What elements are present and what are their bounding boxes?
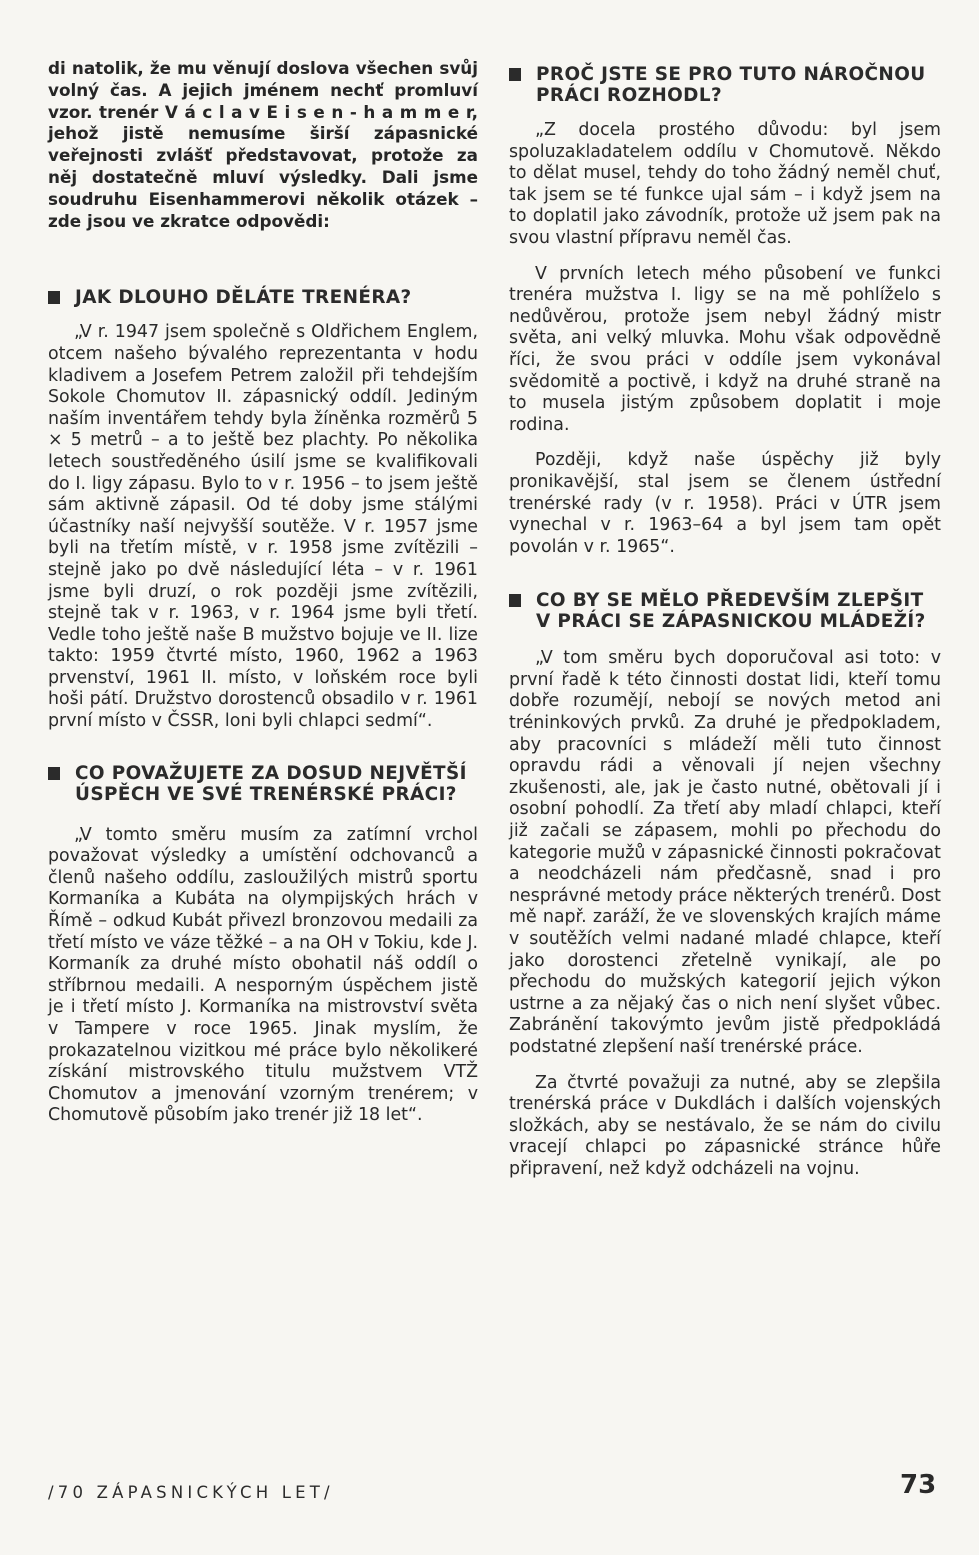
question-text: CO POVAŽUJETE ZA DOSUD NEJVĚTŠÍ ÚSPĚCH VE SVÉ TRENÉRSKÉ PRÁCI?: [75, 762, 467, 805]
answer-paragraph-4a: „V tom směru bych doporučoval asi toto: v první řadě k této činnosti dostat lidi, kteří tomu dobře rozumějí, nebojí se nových metod ani tréninkových prvků. Za druhé je předpokladem, aby pracovníci s mládeží měli tuto činnost opravdu rádi a věnovali jí nejen všechny zkušenosti, ale, jak je často nutné, obětovali jí i osobní pohodlí. Za třetí aby mladí chlapci, kteří již začali se zápasem, mohli po přechodu do kategorie mužů v zápasnické činnosti pokračovat a neodcházeli nám předčasně, snad i pro nesprávné metody práce některých trenérů. Dost mě např. zaráží, že ve slovenských krajích máme v soutěžích velmi nadané mladé chlapce, kteří jako dorostenci zřetelně vynikají, ale po přechodu do mužských kategorií jejich výkon ustrne a za nějaký čas o nich není slyšet vůbec. Zabránění takovýmto jevům jistě předpokládá podstatné zlepšení naší trenérské práce.: [509, 648, 941, 1057]
answer-paragraph-3c: Později, když naše úspěchy již byly pronikavější, stal jsem se členem ústřední trenérské rady (v r. 1958). Práci v ÚTR jsem vynechal v r. 1963–64 a byl jsem tam opět povolán v r. 1965“.: [509, 450, 941, 557]
square-bullet-icon: [48, 767, 60, 780]
right-column: [509, 58, 941, 1181]
question-heading-3: [509, 64, 941, 106]
answer-paragraph-2: „V tomto směru musím za zatímní vrchol považovat výsledky a umístění odchovanců a členů našeho oddílu, zasloužilých mistrů sportu Kormaníka a Kubáta na olympijských hrách v Římě – odkud Kubát přivezl bronzovou medaili za třetí místo ve váze těžké – a na OH v Tokiu, kde J. Kormaník za druhé místo obohatil náš oddíl o stříbrnou medaili. A nesporným úspěchem jistě je i třetí místo J. Kormaníka na mistrovství světa v Tampere v roce 1965. Jinak myslím, že prokazatelnou vizitkou mé práce bylo několikeré získání mistrovského titulu mužstvem VTŽ Chomutov a jmenování vzorným trenérem; v Chomutově působím jako trenér již 18 let“.: [48, 824, 478, 1126]
square-bullet-icon: [509, 594, 521, 607]
answer-paragraph-3b: V prvních letech mého působení ve funkci trenéra mužstva I. ligy se na mě pohlíželo s nedůvěrou, protože jsem nebyl žádný mistr světa, ani velký mluvka. Mohu však odpovědně říci, že svou práci v oddíle jsem vykonával svědomitě a poctivě, i když na druhé straně na to musela jistým způsobem doplatit i moje rodina.: [509, 263, 941, 435]
square-bullet-icon: [509, 68, 521, 81]
question-text: CO BY SE MĚLO PŘEDEVŠÍM ZLEPŠIT V PRÁCI SE ZÁPASNICKOU MLÁDEŽÍ?: [536, 590, 926, 633]
square-bullet-icon: [48, 291, 60, 304]
answer-paragraph-1: „V r. 1947 jsem společně s Oldřichem Englem, otcem našeho bývalého reprezentanta v hodu kladivem a Josefem Petrem založil při tehdejším Sokole Chomutov II. zápasnický oddíl. Jediným naším inventářem tehdy byla žíněnka rozměrů 5 × 5 metrů – a to ještě bez plachty. Po několika letech soustředěného úsilí jsme se kvalifikovali do I. ligy zápasu. Bylo to v r. 1956 – to jsem ještě sám aktivně zápasil. Od té doby jsme stálými účastníky naší nejvyšší soutěže. V r. 1957 jsme byli na třetím místě, v r. 1958 jsme zvítězili – stejně jako po dvě následující léta – v r. 1961 jsme byli druzí, o rok později jsme zvítězili, stejně tak v r. 1963, v r. 1964 jsme byli třetí. Vedle toho ještě naše B mužstvo bojuje ve II. lize takto: 1959 čtvrté místo, 1960, 1962 a 1963 prvenství, 1961 II. místo, v loňském roce byli hoši pátí. Družstvo dorostenců obsadilo v r. 1961 první místo v ČSSR, loni byli chlapci sedmí“.: [48, 322, 478, 732]
answer-paragraph-3a: „Z docela prostého důvodu: byl jsem spoluzakladatelem oddílu v Chomutově. Někdo to dělat musel, tehdy do toho žádný neměl chuť, tak jsem se té funkce ujal sám – i když jsem na to doplatil jako závodník, protože už jsem pak na svou vlastní přípravu neměl čas.: [509, 120, 941, 248]
intro-paragraph: di natolik, že mu věnují doslova všechen svůj volný čas. A jejich jménem nechť promluví vzor. trenér V á c l a v E i s e n - h a m m e r, jehož jistě nemusíme širší zápasnické veřejnosti zvlášť představovat, protože za něj dostatečně mluví výsledky. Dali jsme soudruhu Eisenhammerovi několik otázek – zde jsou ve zkratce odpovědi:: [48, 58, 478, 231]
question-heading-2: [48, 763, 478, 805]
question-text: PROČ JSTE SE PRO TUTO NÁROČNOU PRÁCI ROZHODL?: [536, 64, 926, 106]
running-title: /70 ZÁPASNICKÝCH LET/: [48, 1483, 334, 1502]
question-heading-1: [48, 287, 478, 308]
question-text: JAK DLOUHO DĚLÁTE TRENÉRA?: [75, 287, 412, 309]
question-heading-4: [509, 590, 941, 632]
answer-paragraph-4b: Za čtvrté považuji za nutné, aby se zlepšila trenérská práce v Dukdlách i dalších vojenských složkách, aby se nestávalo, že se nám do civilu vracejí chlapci po zápasnické stránce hůře připravení, než když odcházeli na vojnu.: [509, 1072, 941, 1179]
left-column: [48, 58, 478, 1127]
page-number: 73: [900, 1470, 937, 1500]
